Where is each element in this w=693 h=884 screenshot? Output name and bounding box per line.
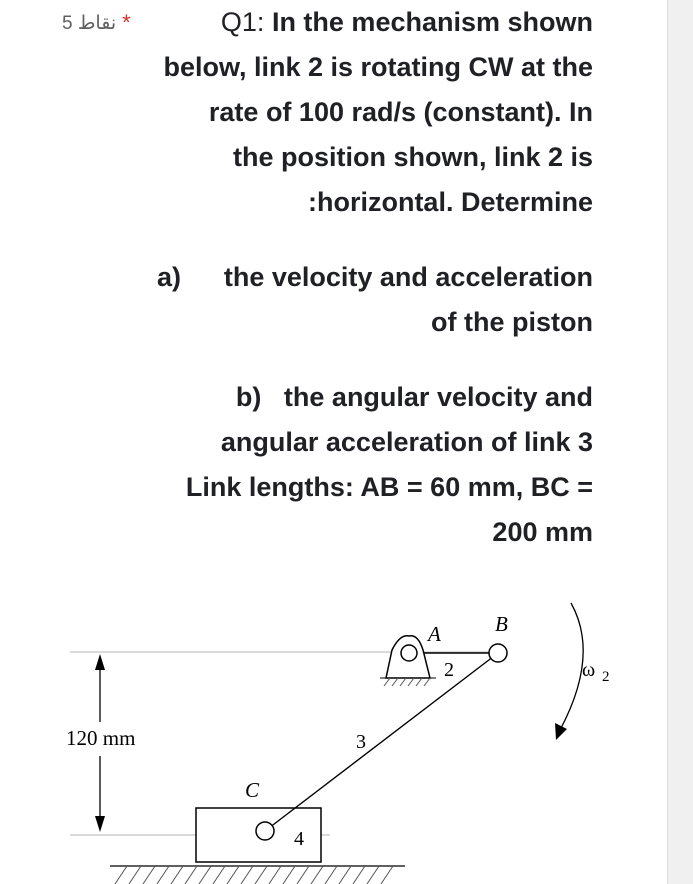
joint-c [256, 822, 274, 840]
omega-arrowhead [555, 723, 567, 740]
omega-symbol: ω [582, 659, 596, 681]
joint-a [401, 645, 417, 661]
question-line-1: Q1: In the mechanism shown [220, 7, 593, 37]
part-b-line-1: b) the angular velocity and [235, 382, 593, 412]
part-a-line-2: of the piston [431, 307, 593, 337]
label-link-3: 3 [356, 731, 366, 753]
part-b-line-3: Link lengths: AB = 60 mm, BC = [185, 472, 593, 502]
label-link-2: 2 [444, 659, 454, 681]
question-number: Q1: [220, 7, 265, 37]
question-line-5: :horizontal. Determine [307, 187, 593, 217]
pivot-a-hatching [380, 678, 436, 686]
omega-arc [560, 603, 583, 730]
label-b: B [495, 612, 508, 636]
part-a-line-1: the velocity and acceleration [223, 262, 593, 292]
ground-hatching [115, 866, 393, 884]
question-line-4: the position shown, link 2 is [232, 142, 593, 172]
label-link-4: 4 [294, 828, 304, 850]
joint-b [489, 644, 507, 662]
question-line-2: below, link 2 is rotating CW at the [163, 52, 593, 82]
dimension-label: 120 mm [66, 726, 136, 750]
points-label: 5 نقاط [62, 12, 117, 34]
required-asterisk: * [122, 10, 131, 35]
question-line-3: rate of 100 rad/s (constant). In [208, 97, 593, 127]
part-a-label: a) [157, 262, 182, 292]
omega-subscript: 2 [602, 669, 610, 685]
dimension-arrowhead-down [95, 816, 105, 832]
part-b-line-2: angular acceleration of link 3 [220, 427, 593, 457]
label-a: A [428, 622, 441, 646]
part-b-line-4: 200 mm [492, 517, 593, 547]
label-c: C [245, 778, 260, 802]
link-3-rod [265, 653, 498, 831]
part-b-label: b) [235, 382, 262, 412]
dimension-arrowhead-up [95, 654, 105, 670]
